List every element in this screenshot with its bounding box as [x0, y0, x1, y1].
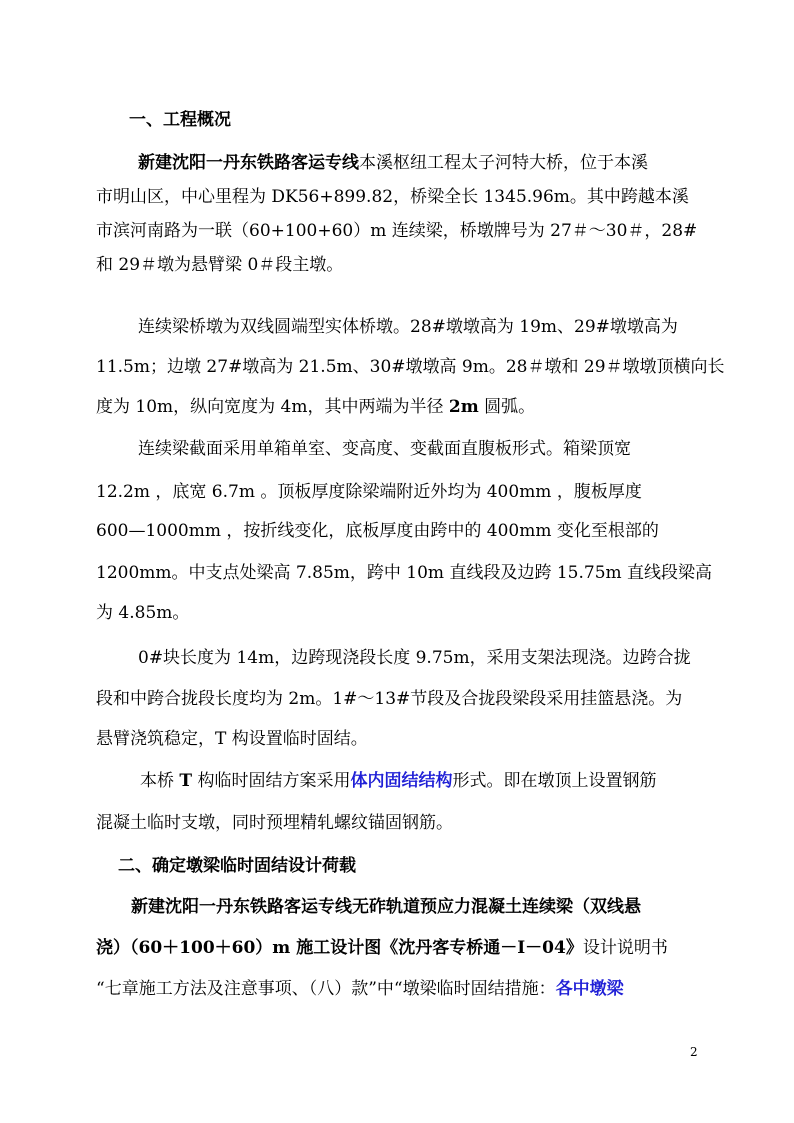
paragraph-5-line-2: 混凝土临时支墩，同时预埋精轧螺纹锚固钢筋。 — [96, 813, 453, 833]
paragraph-4-line-1: 0#块长度为 14m，边跨现浇段长度 9.75m，采用支架法现浇。边跨合拢 — [138, 648, 691, 668]
paragraph-4-line-2: 段和中跨合拢段长度均为 2m。1#～13#节段及合拢段梁段采用挂篮悬浇。为 — [96, 689, 683, 709]
paragraph-2-line-2: 11.5m；边墩 27#墩高为 21.5m、30#墩墩高 9m。28＃墩和 29＃墩墩顶横向长 — [96, 357, 725, 377]
pier-beam-highlight: 各中墩梁 — [555, 979, 624, 999]
paragraph-1-line-1-text: 本溪枢纽工程太子河特大桥，位于本溪 — [359, 153, 648, 173]
section-1-heading: 一、工程概况 — [129, 110, 231, 130]
paragraph-3-line-5: 为 4.85m。 — [96, 603, 190, 623]
section-2-line-1: 新建沈阳一丹东铁路客运专线无砟轨道预应力混凝土连续梁（双线悬 — [131, 897, 641, 917]
paragraph-1-line-2: 市明山区，中心里程为 DK56+899.82，桥梁全长 1345.96m。其中跨越本溪 — [96, 187, 689, 207]
paragraph-2-line-3 — [96, 396, 535, 418]
project-name: 新建沈阳一丹东铁路客运专线 — [138, 153, 359, 173]
section-2-line-2-rest: 设计说明书 — [582, 938, 668, 958]
paragraph-1-line-4: 和 29＃墩为悬臂梁 0＃段主墩。 — [96, 255, 344, 275]
paragraph-1-line-3: 市滨河南路为一联（60+100+60）m 连续梁，桥墩牌号为 27＃～30＃，28# — [96, 221, 698, 241]
section-2-line-3-pre: “七章施工方法及注意事项、（八）款”中“墩梁临时固结措施： — [96, 979, 556, 999]
internal-consolidation-highlight: 体内固结结构 — [350, 771, 453, 791]
paragraph-4-line-3: 悬臂浇筑稳定，T 构设置临时固结。 — [96, 729, 368, 749]
paragraph-5-line-1-pre: 本桥 — [140, 771, 180, 791]
page-number: 2 — [690, 1045, 698, 1059]
t-structure-letter: T — [179, 771, 193, 791]
section-2-heading: 二、确定墩梁临时固结设计荷载 — [118, 856, 356, 876]
paragraph-2-line-3-pre: 度为 10m，纵向宽度为 4m，其中两端为半径 — [96, 397, 449, 417]
arc-radius: 2m — [448, 397, 479, 417]
paragraph-3-line-3: 600—1000mm ，按折线变化，底板厚度由跨中的 400mm 变化至根部的 — [96, 521, 659, 541]
paragraph-5-line-1-post: 形式。即在墩顶上设置钢筋 — [452, 771, 657, 791]
design-drawing-reference: 浇）（60＋100＋60）m 施工设计图《沈丹客专桥通－Ⅰ－04》 — [96, 938, 583, 958]
section-2-line-3 — [96, 978, 624, 1000]
paragraph-5-line-1-mid: 构临时固结方案采用 — [192, 771, 351, 791]
paragraph-3-line-1: 连续梁截面采用单箱单室、变高度、变截面直腹板形式。箱梁顶宽 — [138, 439, 631, 459]
paragraph-2-line-3-post: 圆弧。 — [478, 397, 536, 417]
paragraph-3-line-2: 12.2m ，底宽 6.7m 。顶板厚度除梁端附近外均为 400mm ，腹板厚度 — [96, 482, 642, 502]
paragraph-1-line-1 — [138, 152, 648, 174]
paragraph-5-line-1 — [140, 770, 656, 792]
section-2-line-2 — [96, 937, 668, 959]
paragraph-3-line-4: 1200mm。中支点处梁高 7.85m，跨中 10m 直线段及边跨 15.75m 直线段梁高 — [96, 563, 713, 583]
paragraph-2-line-1: 连续梁桥墩为双线圆端型实体桥墩。28#墩墩高为 19m、29#墩墩高为 — [138, 317, 678, 337]
